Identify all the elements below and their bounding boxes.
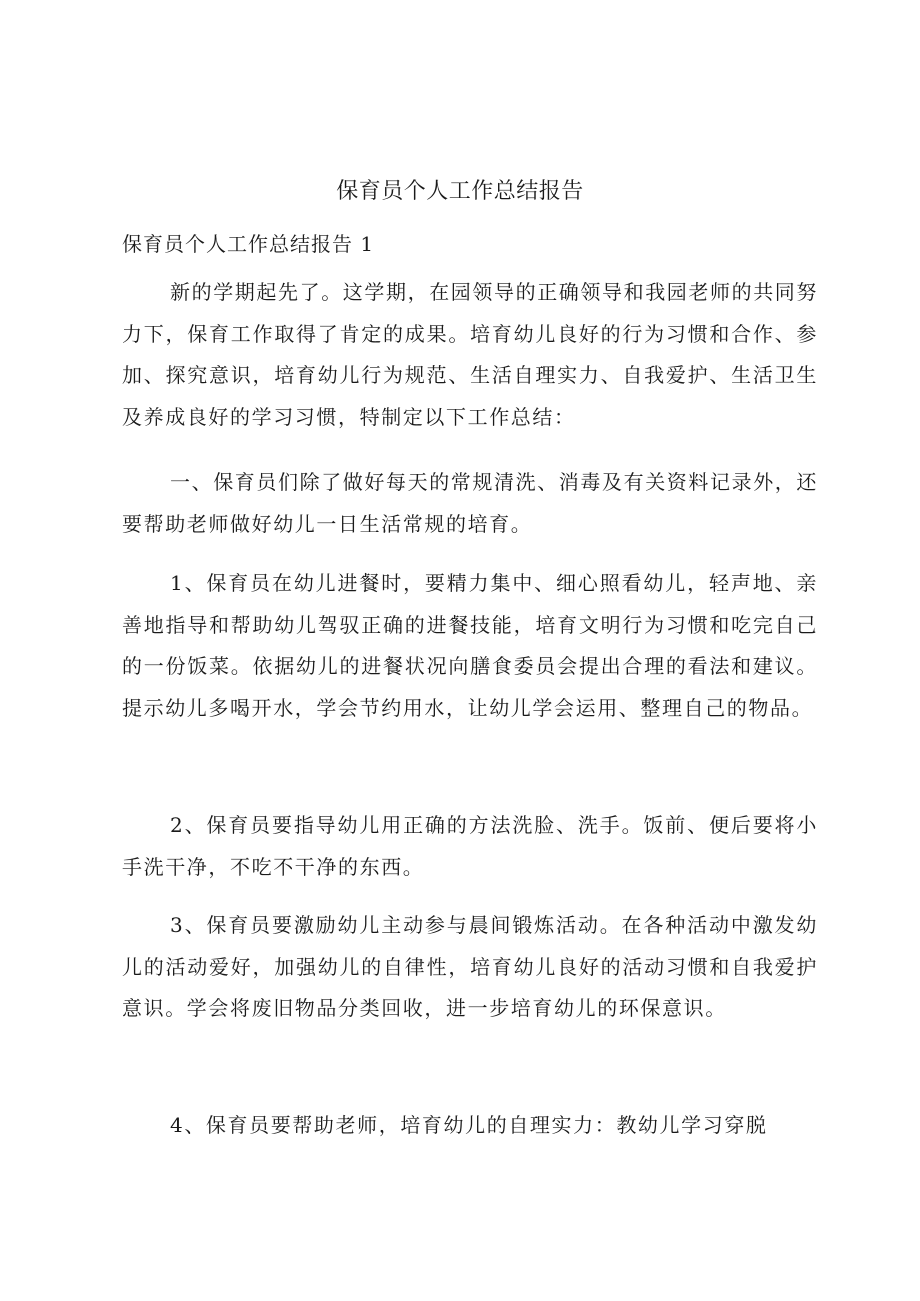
paragraph-item-4: 4、保育员要帮助老师，培育幼儿的自理实力：教幼儿学习穿脱 (170, 1113, 768, 1137)
paragraph-intro: 新的学期起先了。这学期，在园领导的正确领导和我园老师的共同努力下，保育工作取得了肯定的成果。培育幼儿良好的行为习惯和合作、参加、探究意识，培育幼儿行为规范、生活自理实力、自我爱护、生活卫生及养成良好的学习习惯，特制定以下工作总结： (122, 280, 818, 429)
paragraph-item-2: 2、保育员要指导幼儿用正确的方法洗脸、洗手。饭前、便后要将小手洗干净，不吃不干净的东西。 (122, 813, 818, 879)
paragraph-section-one: 一、保育员们除了做好每天的常规清洗、消毒及有关资料记录外，还要帮助老师做好幼儿一日生活常规的培育。 (122, 470, 818, 536)
document-title: 保育员个人工作总结报告 (336, 179, 584, 204)
paragraph-item-3: 3、保育员要激励幼儿主动参与晨间锻炼活动。在各种活动中激发幼儿的活动爱好，加强幼儿的自律性，培育幼儿良好的活动习惯和自我爱护意识。学会将废旧物品分类回收，进一步培育幼儿的环保意识。 (122, 913, 818, 1020)
paragraph-item-1: 1、保育员在幼儿进餐时，要精力集中、细心照看幼儿，轻声地、亲善地指导和帮助幼儿驾驭正确的进餐技能，培育文明行为习惯和吃完自己的一份饭菜。依据幼儿的进餐状况向膳食委员会提出合理的看法和建议。提示幼儿多喝开水，学会节约用水，让幼儿学会运用、整理自己的物品。 (122, 571, 818, 720)
section-heading: 保育员个人工作总结报告 1 (122, 232, 375, 256)
